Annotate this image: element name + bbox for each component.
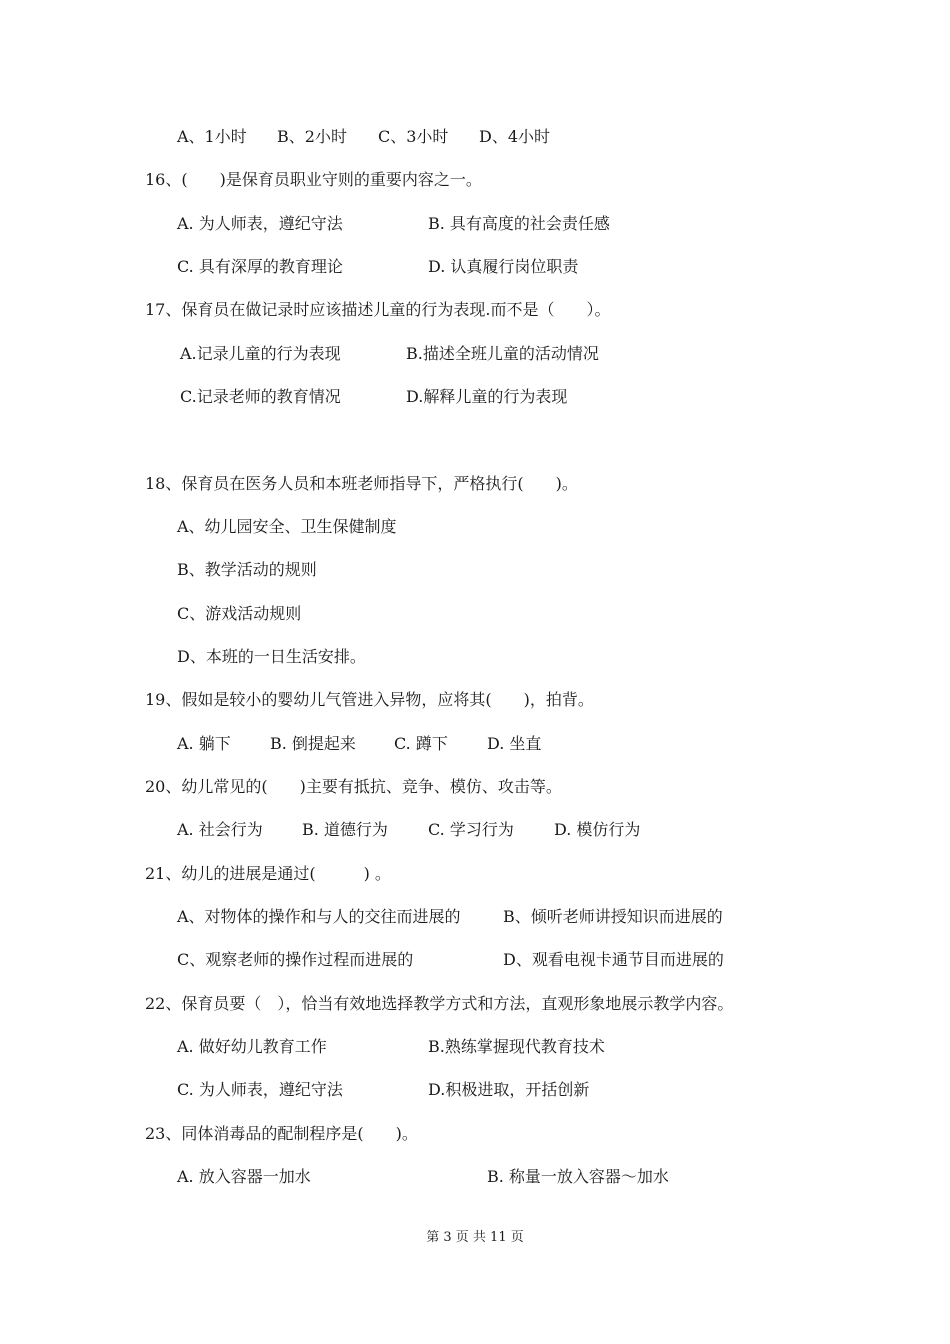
q19-option-b: B. 倒提起来 <box>270 734 356 753</box>
page-number: 第 3 页 共 11 页 <box>426 1230 524 1245</box>
q20-stem: 20、幼儿常见的( )主要有抵抗、竞争、模仿、攻击等。 <box>145 777 562 796</box>
q16-option-a: A. 为人师表，遵纪守法 <box>177 214 343 233</box>
q15-option-b: B、2小时 <box>277 127 347 146</box>
q19-stem: 19、假如是较小的婴幼儿气管进入异物，应将其( )，拍背。 <box>145 690 594 709</box>
q15-option-d: D、4小时 <box>479 127 551 146</box>
q17-stem: 17、保育员在做记录时应该描述儿童的行为表现.而不是（ ）。 <box>145 300 611 319</box>
q18-option-b: B、教学活动的规则 <box>177 560 317 579</box>
q17-option-b: B.描述全班儿童的活动情况 <box>406 344 599 363</box>
q22-option-d: D.积极进取，开括创新 <box>428 1080 590 1099</box>
q21-option-a: A、对物体的操作和与人的交往而进展的 <box>177 907 461 926</box>
q18-stem: 18、保育员在医务人员和本班老师指导下，严格执行( )。 <box>145 474 578 493</box>
q23-option-b: B. 称量一放入容器～加水 <box>487 1167 669 1186</box>
q23-stem: 23、同体消毒品的配制程序是( )。 <box>145 1124 418 1143</box>
q18-option-d: D、本班的一日生活安排。 <box>177 647 366 666</box>
q16-option-d: D. 认真履行岗位职责 <box>428 257 579 276</box>
q22-option-b: B.熟练掌握现代教育技术 <box>428 1037 605 1056</box>
q20-option-c: C. 学习行为 <box>428 820 514 839</box>
q20-option-a: A. 社会行为 <box>177 820 263 839</box>
q21-option-b: B、倾听老师讲授知识而进展的 <box>503 907 723 926</box>
q18-option-a: A、幼儿园安全、卫生保健制度 <box>177 517 397 536</box>
q17-option-a: A.记录儿童的行为表现 <box>180 344 341 363</box>
q18-option-c: C、游戏活动规则 <box>177 604 302 623</box>
q22-option-a: A. 做好幼儿教育工作 <box>177 1037 327 1056</box>
q21-option-c: C、观察老师的操作过程而进展的 <box>177 950 414 969</box>
q17-option-d: D.解释儿童的行为表现 <box>406 387 568 406</box>
q20-option-d: D. 模仿行为 <box>554 820 641 839</box>
q19-option-a: A. 躺下 <box>177 734 231 753</box>
q17-option-c: C.记录老师的教育情况 <box>180 387 341 406</box>
q16-stem: 16、( )是保育员职业守则的重要内容之一。 <box>145 170 482 189</box>
q16-option-c: C. 具有深厚的教育理论 <box>177 257 343 276</box>
q20-option-b: B. 道德行为 <box>302 820 388 839</box>
q15-option-a: A、1小时 <box>177 127 247 146</box>
q19-option-c: C. 蹲下 <box>394 734 448 753</box>
q22-stem: 22、保育员要（ ），恰当有效地选择教学方式和方法，直观形象地展示教学内容。 <box>145 994 734 1013</box>
q22-option-c: C. 为人师表，遵纪守法 <box>177 1080 343 1099</box>
q19-option-d: D. 坐直 <box>487 734 542 753</box>
q21-stem: 21、幼儿的进展是通过( ) 。 <box>145 864 391 883</box>
q23-option-a: A. 放入容器一加水 <box>177 1167 311 1186</box>
q16-option-b: B. 具有高度的社会责任感 <box>428 214 610 233</box>
q21-option-d: D、观看电视卡通节目而进展的 <box>503 950 724 969</box>
q15-option-c: C、3小时 <box>378 127 449 146</box>
